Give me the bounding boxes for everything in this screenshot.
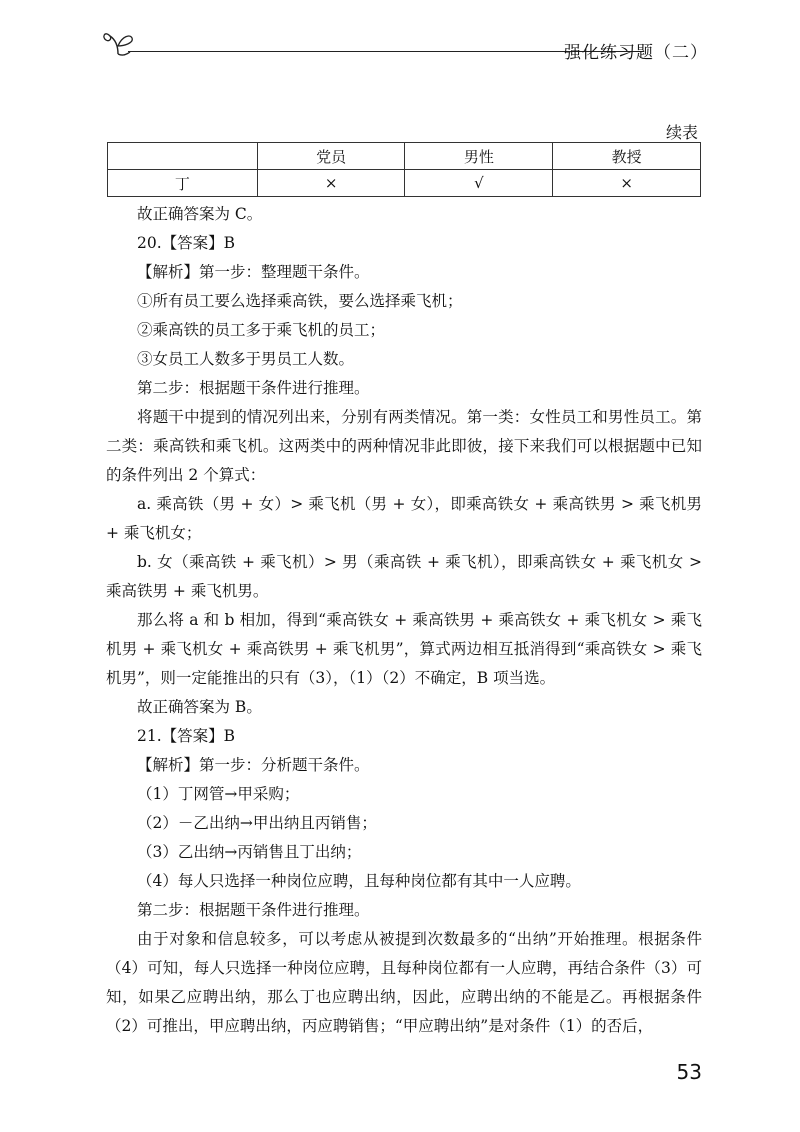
paragraph: （2）－乙出纳→甲出纳且丙销售；: [137, 814, 377, 832]
continued-table: [107, 142, 701, 197]
table-cell: √: [405, 170, 553, 197]
answer-line: 20.【答案】B: [137, 234, 236, 252]
page-header: [100, 28, 710, 68]
paragraph: 第二步：根据题干条件进行推理。: [137, 901, 370, 919]
table-cell: ×: [257, 170, 405, 197]
table-row: [108, 170, 701, 197]
sprout-icon: [100, 28, 140, 58]
answer-line: 21.【答案】B: [137, 727, 236, 745]
paragraph: ②乘高铁的员工多于乘飞机的员工；: [137, 321, 386, 339]
paragraph: 【解析】第一步：整理题干条件。: [137, 263, 370, 281]
table-cell: 丁: [108, 170, 258, 197]
paragraph: 由于对象和信息较多，可以考虑从被提到次数最多的“出纳”开始推理。根据条件（4）可知，每人只选择一种岗位应聘，且每种岗位都有一人应聘，再结合条件（3）可知，如果乙应聘出纳，那么丁也应聘出纳，因此，应聘出纳的不能是乙。再根据条件（2）可推出，甲应聘出纳，丙应聘销售；“甲应聘出纳”是对条件（1）的否后，: [106, 930, 702, 1035]
paragraph: （4）每人只选择一种岗位应聘，且每种岗位都有其中一人应聘。: [137, 872, 581, 890]
paragraph: 第二步：根据题干条件进行推理。: [137, 379, 370, 397]
paragraph: 【解析】第一步：分析题干条件。: [137, 756, 370, 774]
paragraph: 故正确答案为 C。: [137, 205, 263, 223]
header-cell: 男性: [405, 143, 553, 170]
paragraph: 那么将 a 和 b 相加，得到“乘高铁女 + 乘高铁男 + 乘高铁女 + 乘飞机女 > 乘飞机男 + 乘飞机女 + 乘高铁男 + 乘飞机男”，算式两边相互抵消得到“乘高铁女 > 乘飞机男”，则一定能推出的只有（3），（1）（2）不确定，B 项当选。: [106, 611, 702, 687]
paragraph: （3）乙出纳→丙销售且丁出纳；: [137, 843, 362, 861]
header-cell: 党员: [257, 143, 405, 170]
table-cell: ×: [553, 170, 701, 197]
header-cell: [108, 143, 258, 170]
paragraph: ①所有员工要么选择乘高铁，要么选择乘飞机；: [137, 292, 463, 310]
paragraph: 将题干中提到的情况列出来，分别有两类情况。第一类：女性员工和男性员工。第二类：乘高铁和乘飞机。这两类中的两种情况非此即彼，接下来我们可以根据题中已知的条件列出 2 个算式：: [106, 408, 702, 484]
paragraph: （1）丁网管→甲采购；: [137, 785, 300, 803]
header-cell: 教授: [553, 143, 701, 170]
body-text: [106, 200, 702, 1041]
paragraph: 故正确答案为 B。: [137, 698, 262, 716]
header-title: 强化练习题（二）: [564, 43, 708, 63]
table-header-row: [108, 143, 701, 170]
paragraph: b. 女（乘高铁 + 乘飞机）> 男（乘高铁 + 乘飞机），即乘高铁女 + 乘飞机女 > 乘高铁男 + 乘飞机男。: [106, 553, 702, 600]
table-continued-label: 续表: [665, 123, 698, 142]
page-number: 53: [676, 1060, 702, 1084]
paragraph: ③女员工人数多于男员工人数。: [137, 350, 355, 368]
paragraph: a. 乘高铁（男 + 女）> 乘飞机（男 + 女），即乘高铁女 + 乘高铁男 > 乘飞机男 + 乘飞机女；: [106, 495, 702, 542]
